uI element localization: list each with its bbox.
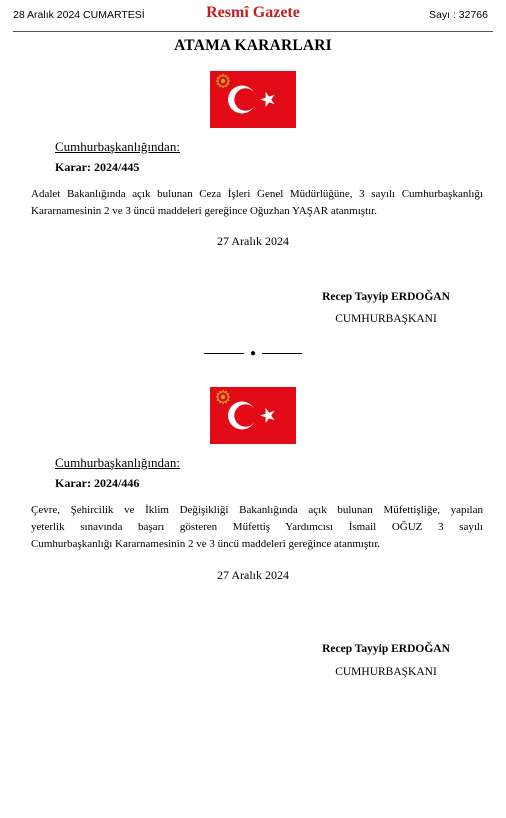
issuing-institution: Cumhurbaşkanlığından: xyxy=(55,139,180,154)
issue-date: 28 Aralık 2024 CUMARTESİ xyxy=(13,9,145,21)
bullet-dot-icon: ● xyxy=(249,347,257,359)
signer-title: CUMHURBAŞKANI xyxy=(335,313,437,325)
decree-body-line: Kararnamesinin 2 ve 3 üncü maddeleri gereğince Oğuzhan YAŞAR atanmıştır. xyxy=(31,205,377,217)
decree-body-line: Çevre, Şehircilik ve İklim Değişikliği Bakanlığında açık bulunan Müfettişliğe, yapılan xyxy=(31,504,483,516)
turkish-flag-icon xyxy=(210,387,296,444)
decree-number: Karar: 2024/446 xyxy=(55,476,140,490)
decree-body-line: Cumhurbaşkanlığı Kararnamesinin 2 ve 3 üncü maddeleri gereğince atanmıştır. xyxy=(31,538,381,550)
section-separator xyxy=(0,347,506,359)
turkish-flag-icon xyxy=(210,71,296,128)
decree-body-line: Adalet Bakanlığında açık bulunan Ceza İşleri Genel Müdürlüğüne, 3 sayılı Cumhurbaşkanlığı xyxy=(31,188,483,200)
signer-name: Recep Tayyip ERDOĞAN xyxy=(322,643,450,655)
separator-line xyxy=(262,353,302,354)
decree-date: 27 Aralık 2024 xyxy=(217,568,289,582)
separator-line xyxy=(204,353,244,354)
issue-number: Sayı : 32766 xyxy=(429,9,488,21)
decree-date: 27 Aralık 2024 xyxy=(217,234,289,248)
header-divider xyxy=(13,31,493,32)
decree-number: Karar: 2024/445 xyxy=(55,160,140,174)
gazette-header xyxy=(0,0,506,32)
signer-name: Recep Tayyip ERDOĞAN xyxy=(322,291,450,303)
decree-body xyxy=(31,186,483,220)
decree-body xyxy=(31,502,483,553)
issuing-institution: Cumhurbaşkanlığından: xyxy=(55,455,180,470)
page-title: ATAMA KARARLARI xyxy=(174,37,332,54)
gazette-title: Resmî Gazete xyxy=(206,4,300,21)
decree-body-line: yeterlik sınavında başarı gösteren Müfettiş Yardımcısı İsmail OĞUZ 3 sayılı xyxy=(31,521,483,533)
signer-title: CUMHURBAŞKANI xyxy=(335,666,437,678)
